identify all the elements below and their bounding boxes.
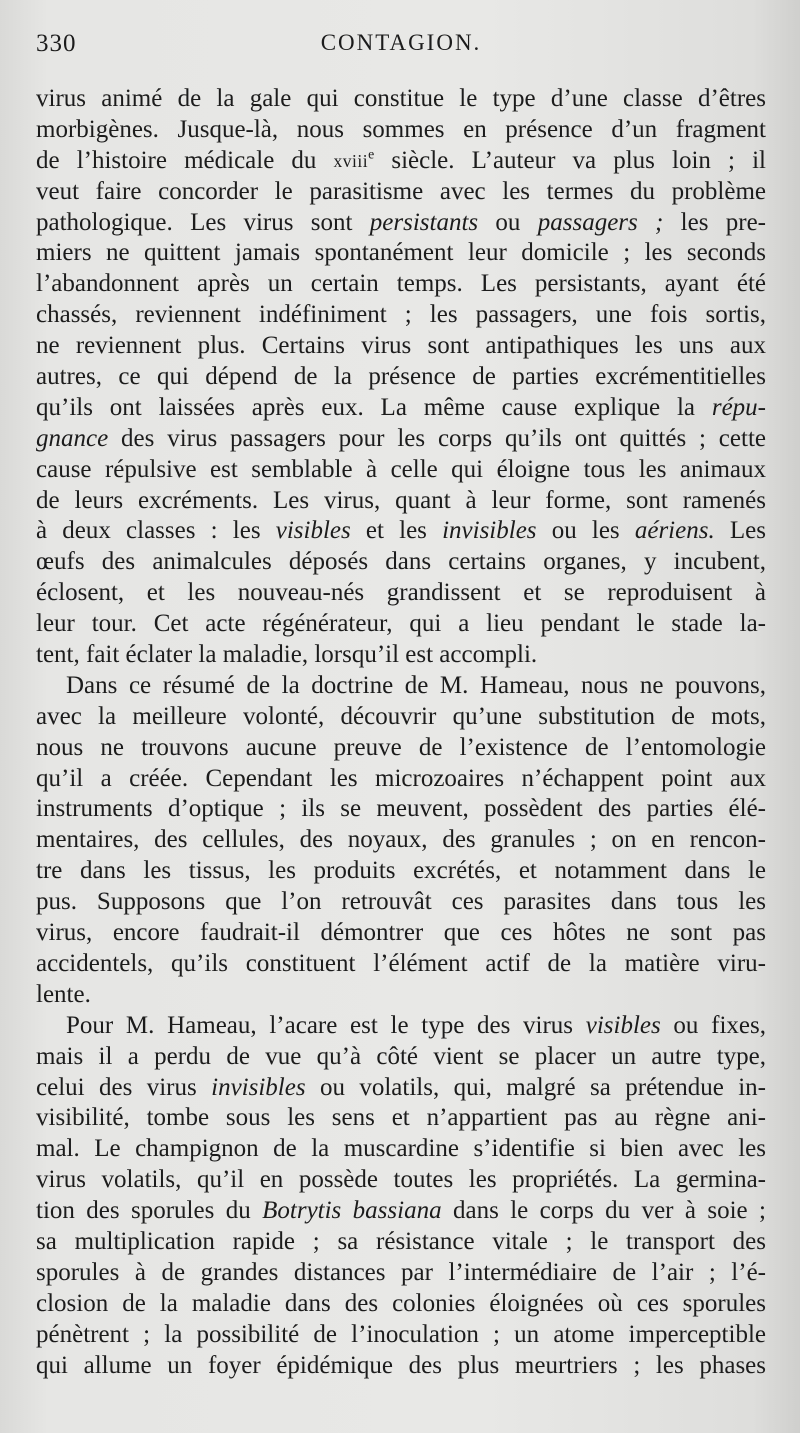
text-segment: ou les [536,517,635,545]
text-line [36,980,766,1011]
text-segment: cause répulsive est semblable à celle qui éloigne tous les animaux [36,455,766,483]
page-header [36,30,766,64]
text-line [36,1320,766,1351]
text-line [36,455,766,486]
text-line [36,640,766,671]
text-segment: lente. [36,980,91,1008]
text-segment: les pre- [663,208,766,236]
text-segment: chassés, reviennent indéfiniment ; les passagers, une fois sortis, [36,301,766,329]
text-line [36,486,766,517]
text-segment: pus. Supposons que l’on retrouvât ces parasites dans tous les [36,888,766,916]
text-segment: et les [350,517,443,545]
text-line [36,1258,766,1289]
text-segment: qu’ils ont laissées après eux. La même cause explique la [36,393,712,421]
text-segment: mal. Le champignon de la muscardine s’identifie si bien avec les [36,1135,766,1163]
text-segment: tre dans les tissus, les produits excrétés, et notamment dans le [36,857,766,885]
text-line [36,733,766,764]
text-line [36,208,766,239]
italic-text: visibles [275,517,351,545]
text-line [36,1196,766,1227]
text-line [36,764,766,795]
text-segment: closion de la maladie dans des colonies éloignées où ces sporules [36,1289,766,1317]
text-segment: œufs des animalcules déposés dans certains organes, y incubent, [36,548,766,576]
italic-text: gnance [36,424,109,452]
text-segment: xviii [333,150,369,171]
text-segment: instruments d’optique ; ils se meuvent, possèdent des parties élé- [36,795,766,823]
text-line [36,146,766,177]
text-line [36,516,766,547]
text-segment: accidentels, qu’ils constituent l’élément actif de la matière viru- [36,949,766,977]
text-line [36,702,766,733]
text-segment: Dans ce résumé de la doctrine de M. Hameau, nous ne pouvons, [66,671,766,699]
text-segment: mais il a perdu de vue qu’à côté vient se placer un autre type, [36,1042,766,1070]
text-line [36,1227,766,1258]
text-line [36,825,766,856]
text-line [36,671,766,702]
text-segment: sporules à de grandes distances par l’intermédiaire de l’air ; l’é- [36,1258,766,1286]
text-segment: pénètrent ; la possibilité de l’inoculation ; un atome imperceptible [36,1320,766,1348]
text-segment: ou fixes, [660,1011,766,1039]
text-segment: dans le corps du ver à soie ; [441,1197,766,1225]
text-line [36,1042,766,1073]
text-line [36,609,766,640]
text-line [36,918,766,949]
text-segment: ou volatils, qui, malgré sa prétendue in- [305,1073,766,1101]
text-segment: tion des sporules du [36,1197,263,1225]
text-line [36,887,766,918]
text-segment: tent, fait éclater la maladie, lorsqu’il est accompli. [36,641,538,669]
text-segment: avec la meilleure volonté, découvrir qu’une substitution de mots, [36,702,766,730]
italic-text: invisibles [442,517,537,545]
body-text [36,84,766,1381]
text-segment: nous ne trouvons aucune preuve de l’existence de l’entomologie [36,733,766,761]
text-line [36,393,766,424]
italic-text: répu- [711,393,766,421]
text-segment: des virus passagers pour les corps qu’ils ont quittés ; cette [108,424,766,452]
italic-text: persistants [369,208,479,236]
text-segment: morbigènes. Jusque-là, nous sommes en présence d’un fragment [36,115,766,143]
text-segment: visibilité, tombe sous les sens et n’appartient pas au règne ani- [36,1104,766,1132]
italic-text: passagers ; [537,208,664,236]
text-segment: e [368,146,375,162]
italic-text: aériens. [634,517,715,545]
text-line [36,1073,766,1104]
text-segment: ou [478,208,538,236]
text-line [36,949,766,980]
text-line [36,1011,766,1042]
text-segment: virus animé de la gale qui constitue le type d’une classe d’êtres [36,85,766,112]
text-segment: à deux classes : les [36,517,276,545]
text-line [36,578,766,609]
text-line [36,331,766,362]
running-title: CONTAGION. [320,30,482,55]
text-line [36,269,766,300]
text-line [36,362,766,393]
text-segment: de leurs excréments. Les virus, quant à leur forme, sont ramenés [36,486,766,514]
text-segment: de l’histoire médicale du [36,146,334,174]
text-line [36,794,766,825]
italic-text: visibles [585,1011,661,1039]
text-segment: virus volatils, qu’il en possède toutes les propriétés. La germina- [36,1166,766,1194]
text-segment: Les [714,517,766,545]
text-line [36,177,766,208]
text-segment: sa multiplication rapide ; sa résistance vitale ; le transport des [36,1227,766,1255]
text-segment: mentaires, des cellules, des noyaux, des granules ; on en rencon- [36,826,766,854]
text-segment: siècle. L’auteur va plus loin ; il [374,146,766,174]
text-segment: qui allume un foyer épidémique des plus meurtriers ; les phases [36,1351,766,1379]
text-line [36,238,766,269]
text-line [36,115,766,146]
text-line [36,300,766,331]
text-segment: virus, encore faudrait-il démontrer que ces hôtes ne sont pas [36,919,766,947]
text-segment: l’abandonnent après un certain temps. Les persistants, ayant été [36,270,766,298]
text-line [36,547,766,578]
text-segment: qu’il a créée. Cependant les microzoaires n’échappent point aux [36,764,766,792]
text-segment: éclosent, et les nouveau-nés grandissent et se reproduisent à [36,579,766,607]
text-line [36,1165,766,1196]
text-segment: Pour M. Hameau, l’acare est le type des virus [66,1011,586,1039]
text-line [36,1351,766,1382]
text-segment: autres, ce qui dépend de la présence de parties excrémentitielles [36,363,766,391]
text-segment: veut faire concorder le parasitisme avec les termes du problème [36,177,766,205]
text-line [36,1103,766,1134]
text-segment: miers ne quittent jamais spontanément leur domicile ; les seconds [36,239,766,267]
text-line [36,84,766,115]
italic-text: Botrytis bassiana [262,1197,442,1225]
italic-text: invisibles [211,1073,306,1101]
text-line [36,856,766,887]
text-segment: ne reviennent plus. Certains virus sont antipathiques les uns aux [36,332,766,360]
text-segment: pathologique. Les virus sont [36,208,370,236]
text-line [36,1289,766,1320]
page-number: 330 [36,30,77,57]
text-segment: leur tour. Cet acte régénérateur, qui a lieu pendant le stade la- [36,610,766,638]
text-line [36,1134,766,1165]
text-segment: celui des virus [36,1073,212,1101]
text-line [36,424,766,455]
